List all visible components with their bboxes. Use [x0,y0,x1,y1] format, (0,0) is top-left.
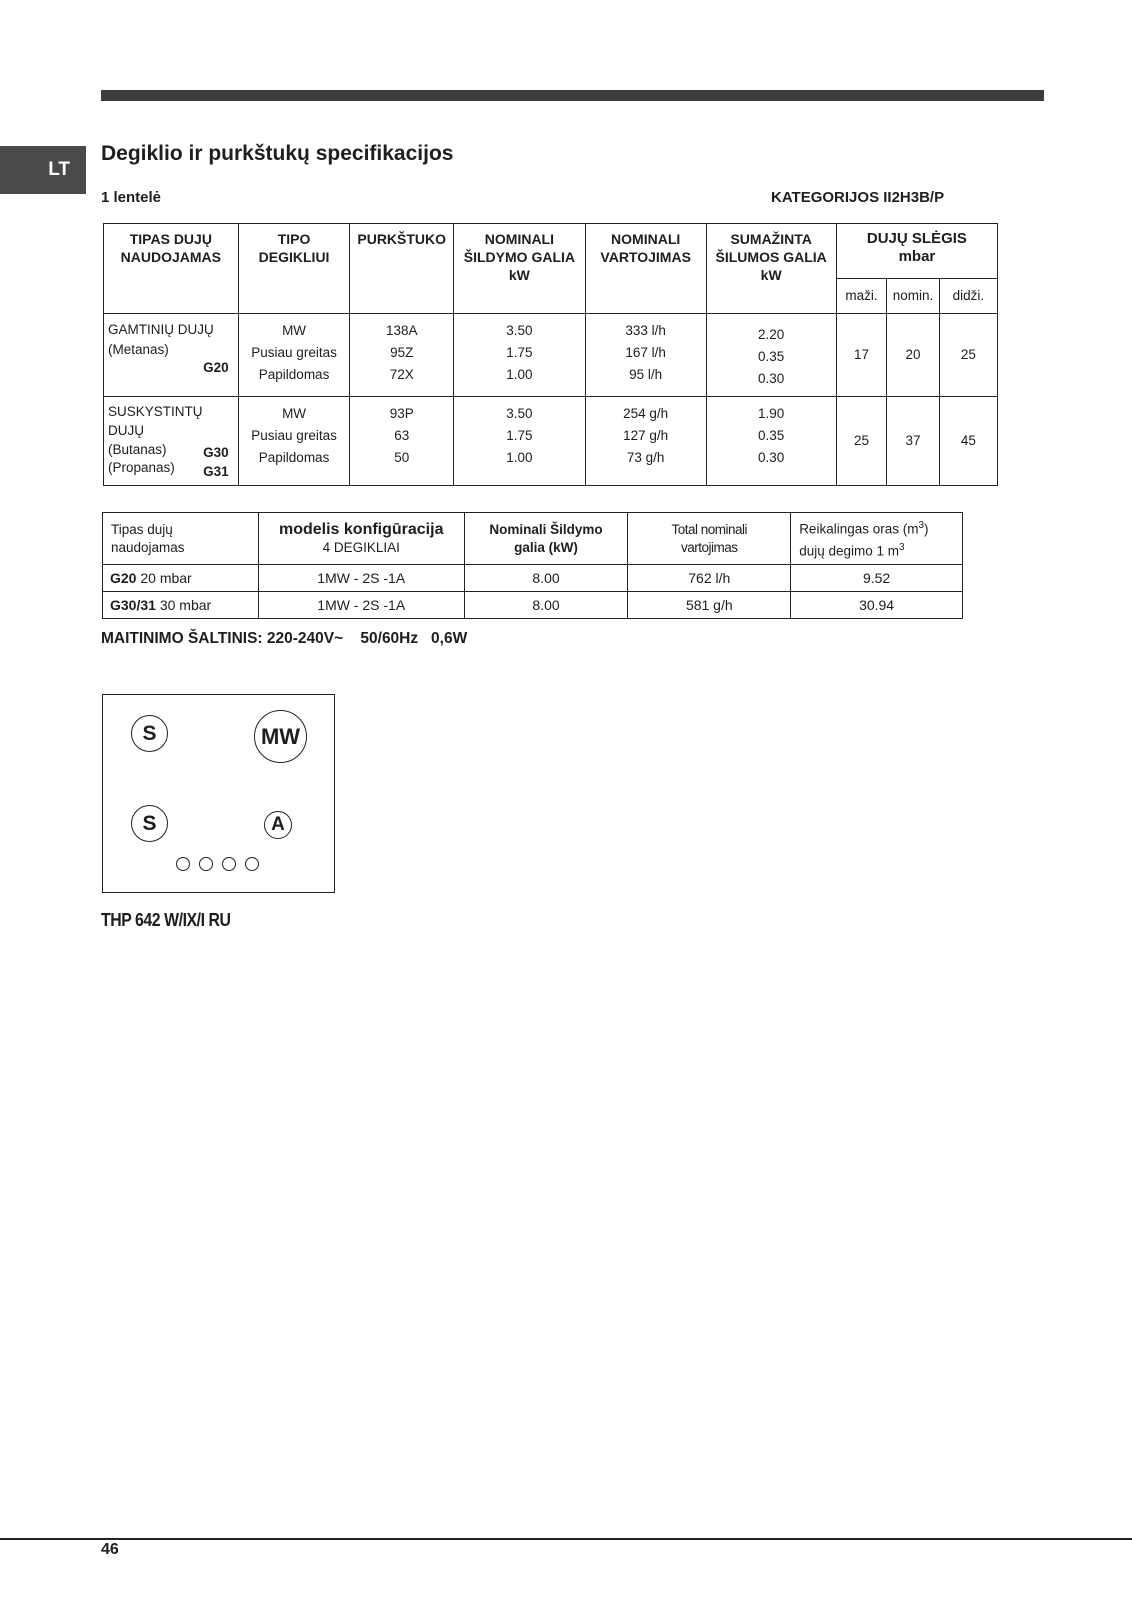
burner-name: MW [282,406,307,421]
configuration-table [102,512,963,619]
burner-label: MW [260,723,301,749]
gas-pressure: 30 mbar [155,597,212,613]
pressure-nom-value: 37 [887,397,940,486]
air-cell: 9.52 [791,565,963,592]
header-line: ) [924,521,929,537]
pressure-min-value: 17 [836,314,886,397]
config-cell: 1MW - 2S -1A [258,592,464,619]
header-burner-type: TIPO DEGIKLIUI [238,224,350,314]
nominal-heat-value: 3.50 [506,323,533,338]
burners-cell [238,314,350,397]
gas-code: G30/31 [110,597,156,613]
burner-bottom-left [131,805,168,842]
control-knob [176,857,190,871]
header-gas-type [103,513,259,565]
burner-top-left [131,715,168,752]
header-pressure-min: maži. [836,279,886,314]
gas-code: G31 [203,464,229,479]
gas-line: DUJŲ [108,423,144,438]
gas-line: GAMTINIŲ DUJŲ [108,322,214,337]
reduced-heat-cell [706,314,836,397]
injector-value: 93P [389,406,414,421]
nominal-heat-value: 1.00 [506,367,533,382]
table-label: 1 lentelė [101,189,162,206]
burner-label: A [271,814,285,835]
header-line: dujų degimo 1 m [799,543,899,558]
gas-cell [103,565,259,592]
header-pressure-max: didži. [939,279,997,314]
gas-line: (Butanas) [108,442,167,457]
table-row [104,397,998,486]
burner-label: S [142,811,157,835]
burner-top-right [254,710,307,763]
consumption-value: 333 l/h [625,323,666,338]
burner-name: MW [282,323,307,338]
table-row [103,592,963,619]
nominal-heat-cell [453,314,585,397]
gas-type-cell [104,397,239,486]
header-config [258,513,464,565]
header-pressure [836,224,997,279]
air-cell: 30.94 [791,592,963,619]
control-knob [222,857,236,871]
top-divider-bar [101,90,1044,101]
header-air-required [791,513,963,565]
gas-code: G20 [110,570,137,586]
gas-type-cell [104,314,239,397]
reduced-heat-value: 0.30 [758,450,785,465]
gas-line: (Metanas) [108,342,169,357]
header-line: 4 DEGIKLIAI [322,539,400,555]
header-nominal-heat: NOMINALI ŠILDYMO GALIA kW [453,224,585,314]
nominal-heat-value: 3.50 [506,406,533,421]
gas-pressure: 20 mbar [136,570,192,586]
header-line: Reikalingas oras (m [799,521,919,537]
heat-cell: 8.00 [464,565,628,592]
header-nominal-heat [464,513,628,565]
header-line: galia (kW) [514,539,578,555]
model-name: THP 642 W/IX/I RU [101,910,231,930]
categories-label: KATEGORIJOS II2H3B/P [771,189,945,206]
consumption-value: 127 g/h [623,428,669,443]
consumption-cell [585,397,706,486]
gas-line: SUSKYSTINTŲ [108,404,203,419]
gas-code: G30 [203,445,229,460]
injector-value: 72X [389,367,414,382]
reduced-heat-value: 2.20 [758,327,785,342]
page-number: 46 [101,1541,119,1558]
burner-bottom-right [264,811,292,839]
header-injector: PURKŠTUKO [350,224,454,314]
nominal-heat-value: 1.75 [506,345,533,360]
header-total-consumption [628,513,791,565]
burner-name: Pusiau greitas [251,345,337,360]
reduced-heat-value: 1.90 [758,406,785,421]
heat-cell: 8.00 [464,592,628,619]
reduced-heat-cell [706,397,836,486]
pressure-min-value: 25 [836,397,886,486]
header-line: vartojimas [681,539,738,555]
reduced-heat-value: 0.30 [758,371,785,386]
header-pressure-nom: nomin. [887,279,940,314]
header-pressure-label: DUJŲ SLĖGIS [866,230,967,247]
header-nominal-consumption: NOMINALI VARTOJIMAS [585,224,706,314]
injector-value: 95Z [390,345,414,360]
nominal-heat-value: 1.75 [506,428,533,443]
consumption-value: 73 g/h [626,450,665,465]
burners-cell [238,397,350,486]
header-gas-type: TIPAS DUJŲ NAUDOJAMAS [104,224,239,314]
injector-value: 63 [394,428,410,443]
gas-code: G20 [203,360,229,375]
config-cell: 1MW - 2S -1A [258,565,464,592]
language-tab [0,146,86,194]
power-supply-label: MAITINIMO ŠALTINIS: 220-240V~ 50/60Hz 0,6W [101,630,468,647]
total-cell: 581 g/h [628,592,791,619]
bottom-divider [0,1538,1132,1540]
control-knob [245,857,259,871]
nominal-heat-value: 1.00 [506,450,533,465]
injectors-cell [350,397,454,486]
injector-value: 138A [385,323,418,338]
language-tab-label: LT [48,159,70,180]
header-reduced-heat: SUMAŽINTA ŠILUMOS GALIA kW [706,224,836,314]
injector-value: 50 [394,450,410,465]
reduced-heat-value: 0.35 [758,349,785,364]
burner-label: S [142,721,157,745]
header-line: modelis konfigūracija [278,520,444,538]
burner-name: Pusiau greitas [251,428,337,443]
header-line: Tipas dujų [111,521,173,537]
table-row [103,565,963,592]
table-row [104,314,998,397]
nominal-heat-cell [453,397,585,486]
pressure-max-value: 25 [939,314,997,397]
control-knob [199,857,213,871]
pressure-nom-value: 20 [887,314,940,397]
consumption-value: 167 l/h [625,345,666,360]
pressure-max-value: 45 [939,397,997,486]
reduced-heat-value: 0.35 [758,428,785,443]
header-line: naudojamas [111,539,185,555]
page-title: Degiklio ir purkštukų specifikacijos [101,142,454,165]
consumption-cell [585,314,706,397]
gas-line: (Propanas) [108,460,175,475]
injectors-cell [350,314,454,397]
header-line: Total nominali [671,521,748,537]
burner-name: Papildomas [258,367,330,382]
consumption-value: 95 l/h [629,367,663,382]
hob-layout-diagram [102,694,335,893]
header-pressure-unit: mbar [898,248,936,265]
burner-name: Papildomas [258,450,330,465]
consumption-value: 254 g/h [623,406,669,421]
total-cell: 762 l/h [628,565,791,592]
burner-specs-table [103,223,998,486]
gas-cell [103,592,259,619]
header-line: Nominali Šildymo [489,521,603,537]
superscript: 3 [918,520,925,531]
superscript: 3 [899,541,905,553]
